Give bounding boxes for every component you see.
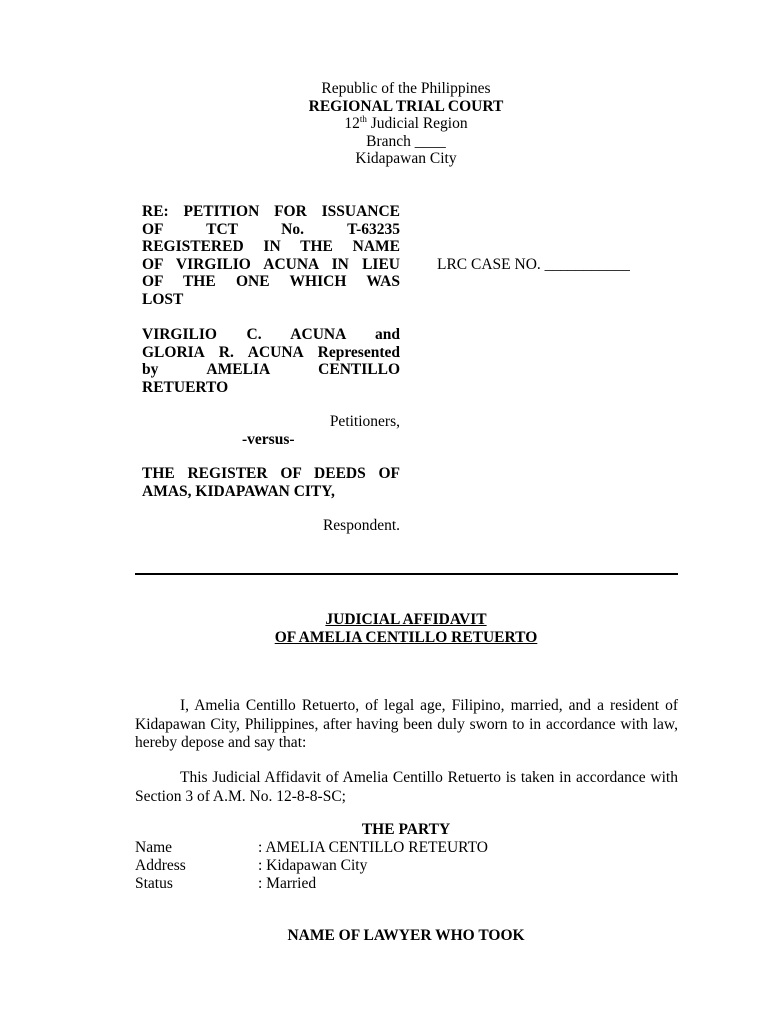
party-heading: THE PARTY: [361, 821, 451, 838]
caption-versus: -versus-: [242, 430, 295, 448]
header-branch: Branch ____: [366, 132, 446, 150]
caption-petitioners-label: Petitioners,: [329, 413, 400, 430]
caption-divider: [135, 573, 678, 575]
paragraph-section-3: This Judicial Affidavit of Amelia Centillo Retuerto is taken in accordance with Section 3 of A.M. No. 12-8-8-SC;: [135, 769, 678, 805]
caption-re: RE: PETITION FOR ISSUANCE OF TCT No. T-63235 REGISTERED IN THE NAME OF VIRGILIO ACUNA IN LIEU OF THE ONE WHICH WAS LOST: [142, 203, 400, 308]
case-caption: [142, 203, 400, 535]
caption-respondent-label: Respondent.: [322, 517, 400, 534]
lrc-case-number: LRC CASE NO. ___________: [437, 256, 630, 273]
lawyer-heading: NAME OF LAWYER WHO TOOK: [287, 927, 525, 944]
header-city: Kidapawan City: [355, 150, 457, 167]
header-region: 12th Judicial Region: [344, 113, 468, 132]
document-page: Republic of the Philippines REGIONAL TRIAL COURT 12th Judicial Region Branch ____ Kidapawan City RE: PETITION FOR ISSUANCE OF TCT No. T-63235 REGISTERED IN THE NAME OF VIRGILIO ACUNA IN LIEU OF THE ONE WHICH WAS LOST VIRGILIO C. ACUNA and GLORIA R. ACUNA Represented by AMELIA CENTILLO RETUERTO Petitioners, -versus- THE REGISTER OF DEEDS OF AMAS, KIDAPAWAN CITY, Respondent. LRC CASE NO. ___________ JUDICIAL AFFIDAVIT OF AMELIA CENTILLO RETUERTO I, Amelia Centillo Retuerto, of legal age, Filipino, married, and a resident of Kidapawan City, Philippines, after having been duly sworn to in accordance with law, hereby depose and say that: This Judicial Affidavit of Amelia Centillo Retuerto is taken in accordance with Section 3 of A.M. No. 12-8-8-SC; THE PARTY Name : AMELIA CENTILLO RETEURTO Address : Kidapawan City Status : Married NAME OF LAWYER WHO TOOK: [135, 80, 678, 944]
title-line-2: OF AMELIA CENTILLO RETUERTO: [274, 628, 538, 646]
paragraph-opening: I, Amelia Centillo Retuerto, of legal age, Filipino, married, and a resident of Kidapawan City, Philippines, after having been duly sworn to in accordance with law, hereby depose and say that:: [135, 697, 678, 751]
court-header: [136, 80, 676, 168]
affidavit-title: [136, 611, 676, 646]
header-republic: Republic of the Philippines: [321, 80, 491, 97]
caption-petitioners-names: VIRGILIO C. ACUNA and GLORIA R. ACUNA Represented by AMELIA CENTILLO RETUERTO: [142, 326, 400, 396]
header-court: REGIONAL TRIAL COURT: [308, 97, 504, 115]
title-line-1: JUDICIAL AFFIDAVIT: [325, 611, 487, 628]
caption-respondent-names: THE REGISTER OF DEEDS OF AMAS, KIDAPAWAN CITY,: [142, 465, 400, 500]
